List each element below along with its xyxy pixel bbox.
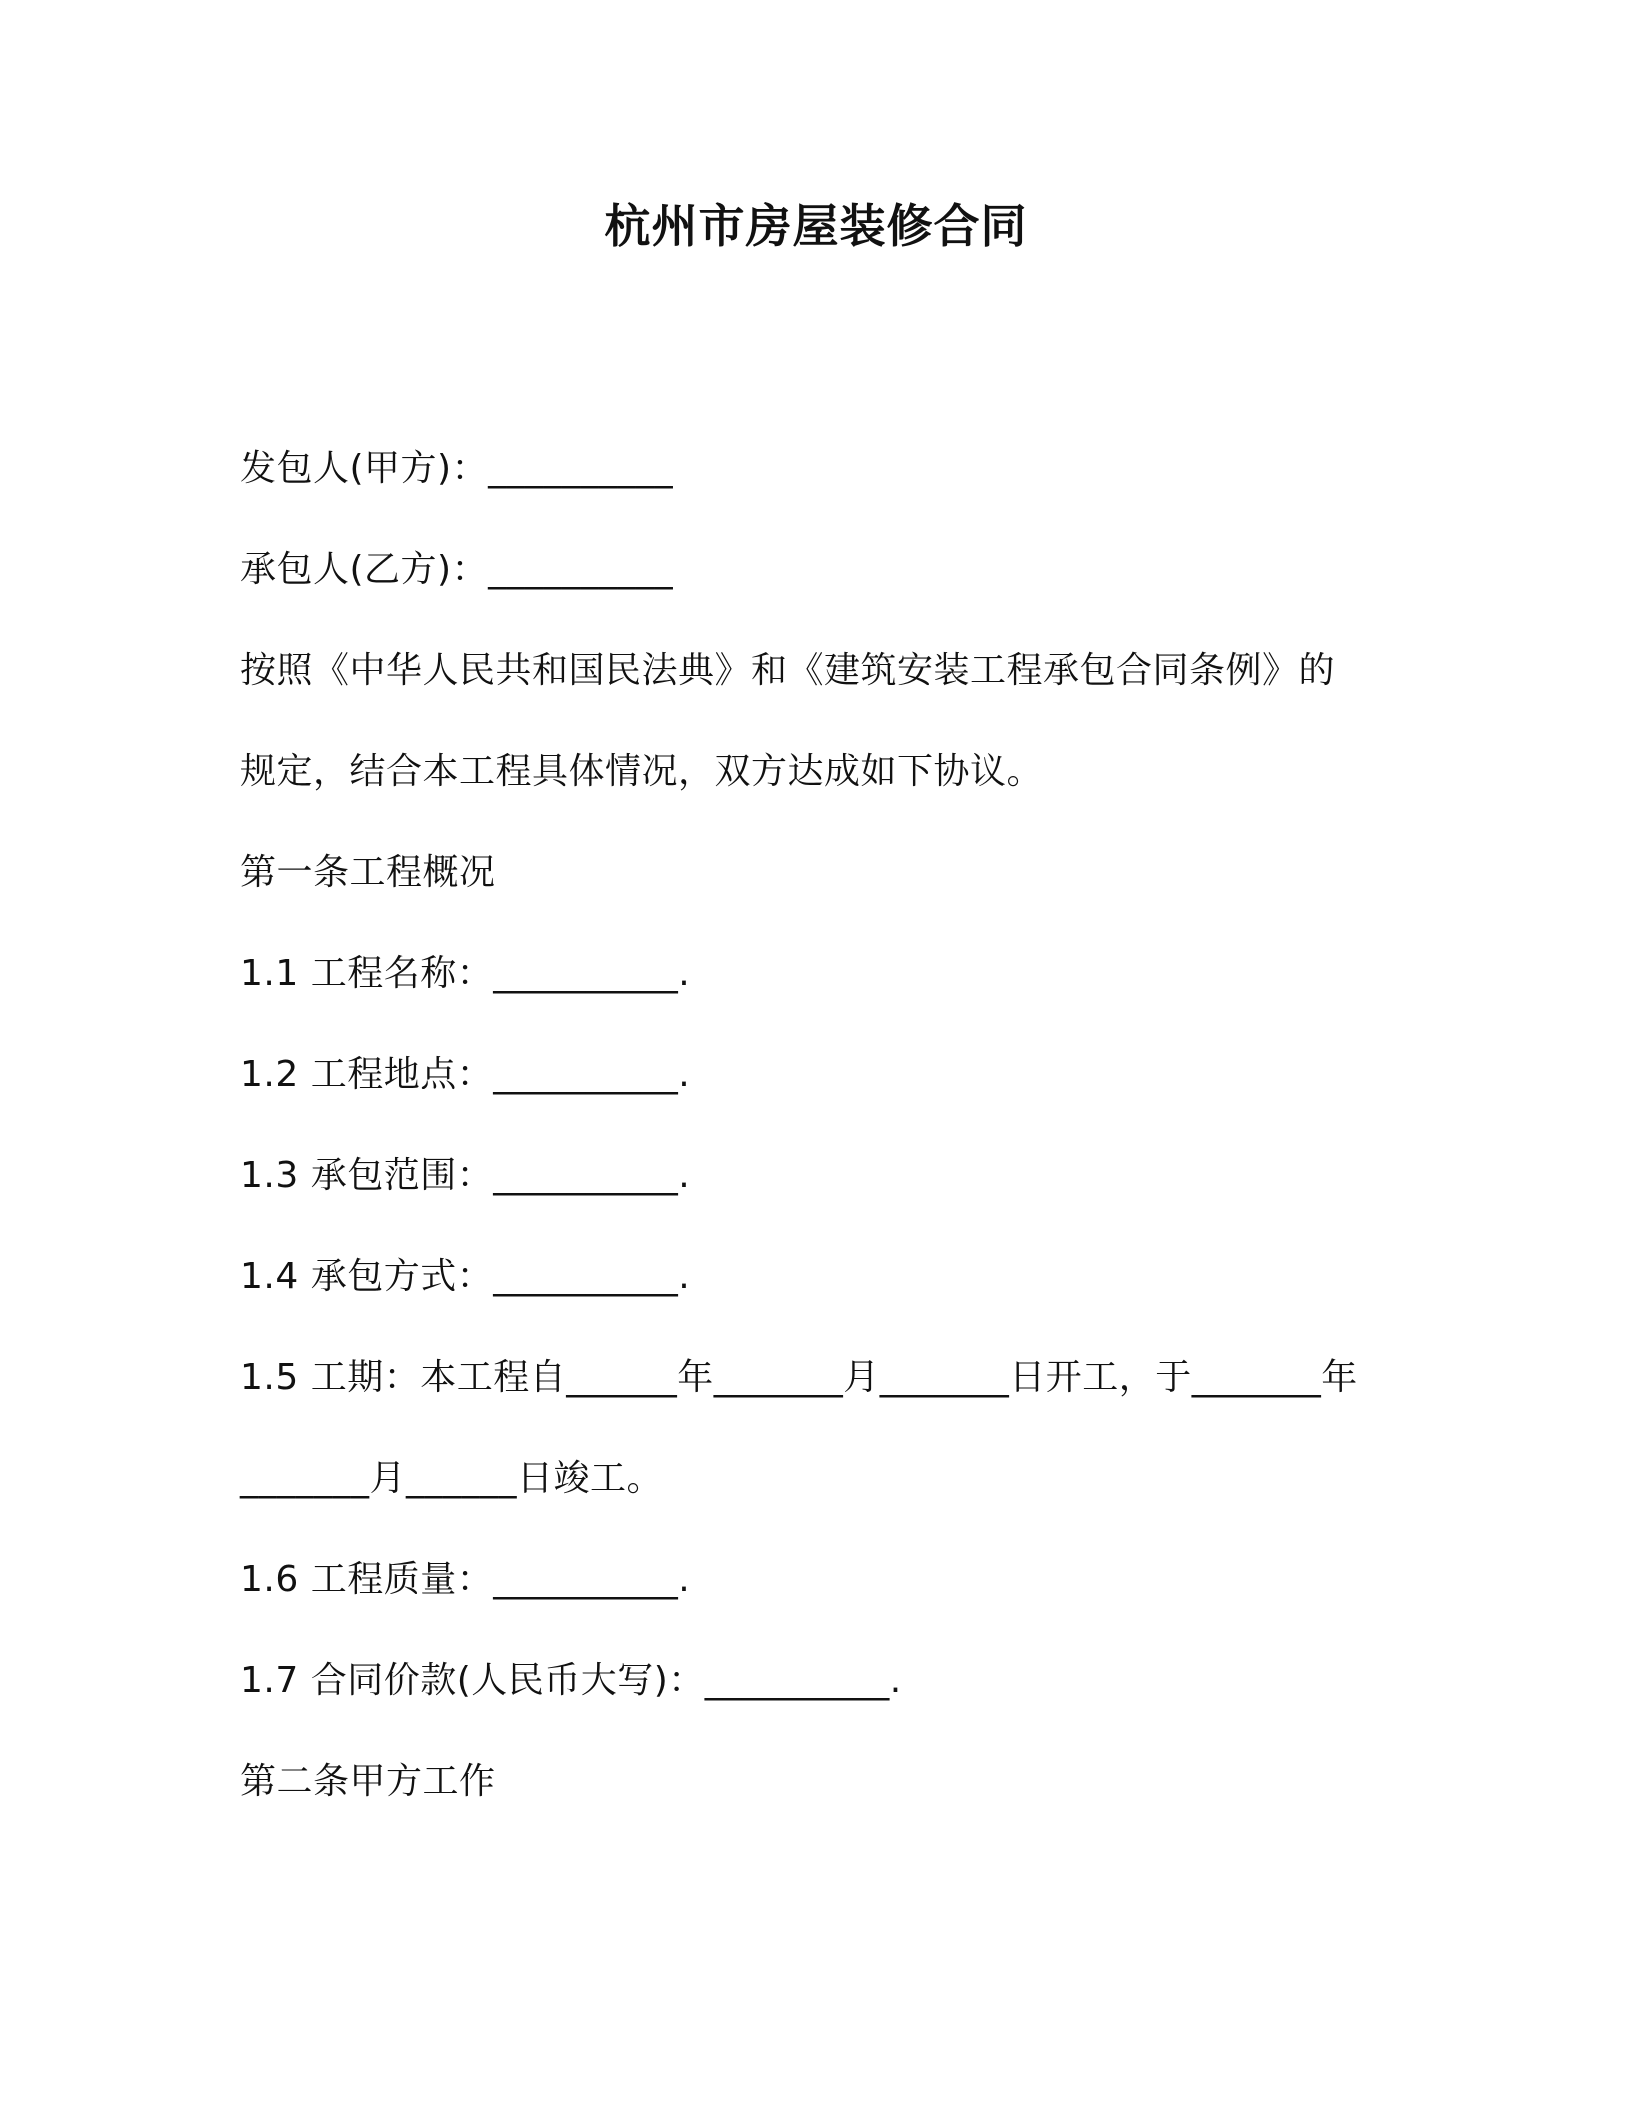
clause-1-4: 1.4 承包方式：__________. [240,1256,691,1297]
clause-1-2: 1.2 工程地点：__________. [240,1054,691,1095]
article-2-heading: 第二条甲方工作 [240,1761,496,1802]
clause-1-5-line-1: 1.5 工期：本工程自______年_______月_______日开工，于_______年 [240,1357,1358,1398]
clause-1-3: 1.3 承包范围：__________. [240,1155,691,1196]
preamble-line-1: 按照《中华人民共和国民法典》和《建筑安装工程承包合同条例》的 [240,650,1336,691]
clause-1-6: 1.6 工程质量：__________. [240,1559,691,1600]
party-b-line: 承包人(乙方)：__________ [240,549,674,590]
clause-1-5-line-2: _______月______日竣工。 [240,1458,664,1499]
preamble-line-2: 规定，结合本工程具体情况，双方达成如下协议。 [240,751,1044,792]
clause-1-7: 1.7 合同价款(人民币大写)：__________. [240,1660,902,1701]
article-1-heading: 第一条工程概况 [240,852,496,893]
party-a-line: 发包人(甲方)：__________ [240,448,674,489]
document-title: 杭州市房屋装修合同 [604,199,1028,253]
document-body [240,418,1430,1832]
clause-1-1: 1.1 工程名称：__________. [240,953,691,994]
